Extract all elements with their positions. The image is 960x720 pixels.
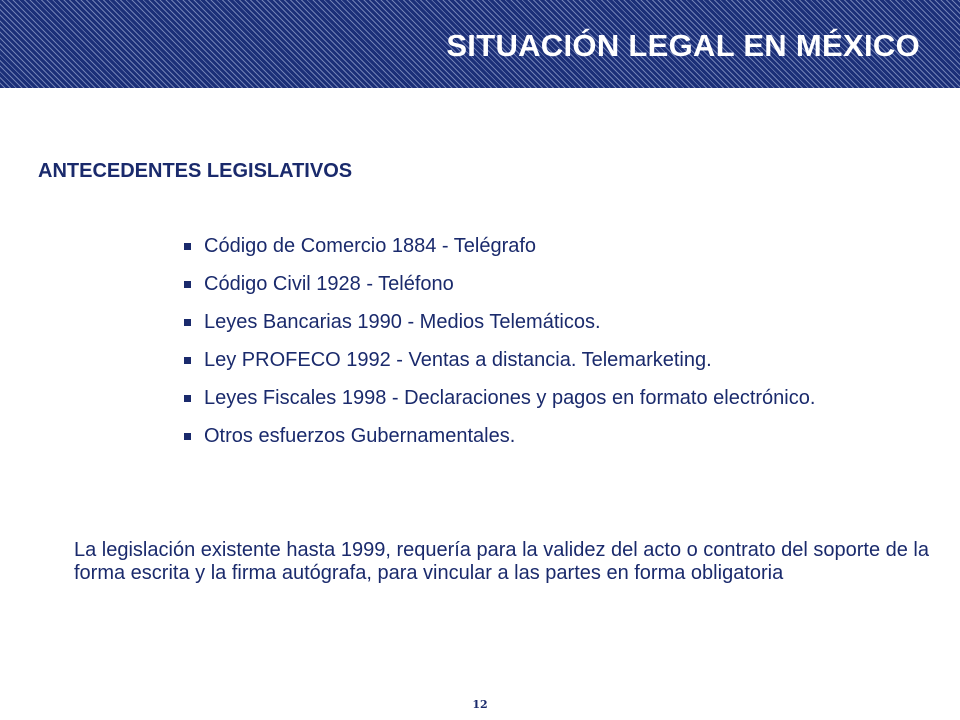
- bullet-text: Código de Comercio 1884 - Telégrafo: [204, 235, 537, 257]
- body-paragraph: La legislación existente hasta 1999, requería para la validez del acto o contrato del soporte de la forma escrita y la firma autógrafa, para vincular a las partes en forma obligatoria: [74, 539, 929, 584]
- square-bullet-icon: [184, 433, 191, 440]
- bullet-item: [182, 424, 832, 448]
- square-bullet-icon: [184, 357, 191, 364]
- slide-title: SITUACIÓN LEGAL EN MÉXICO: [446, 28, 920, 63]
- bullet-text: Otros esfuerzos Gubernamentales.: [204, 425, 516, 447]
- square-bullet-icon: [184, 243, 191, 250]
- bullet-list: [182, 234, 832, 462]
- bullet-text: Leyes Bancarias 1990 - Medios Telemáticos.: [204, 311, 601, 333]
- bullet-item: [182, 234, 832, 258]
- section-heading: ANTECEDENTES LEGISLATIVOS: [38, 160, 353, 182]
- square-bullet-icon: [184, 319, 191, 326]
- page-number: 12: [472, 698, 488, 711]
- bullet-text: Ley PROFECO 1992 - Ventas a distancia. Telemarketing.: [204, 349, 712, 371]
- bullet-text: Leyes Fiscales 1998 - Declaraciones y pagos en formato electrónico.: [204, 387, 816, 409]
- square-bullet-icon: [184, 395, 191, 402]
- square-bullet-icon: [184, 281, 191, 288]
- bullet-item: [182, 348, 832, 372]
- bullet-item: [182, 310, 832, 334]
- bullet-item: [182, 386, 832, 410]
- bullet-text: Código Civil 1928 - Teléfono: [204, 273, 454, 295]
- bullet-item: [182, 272, 832, 296]
